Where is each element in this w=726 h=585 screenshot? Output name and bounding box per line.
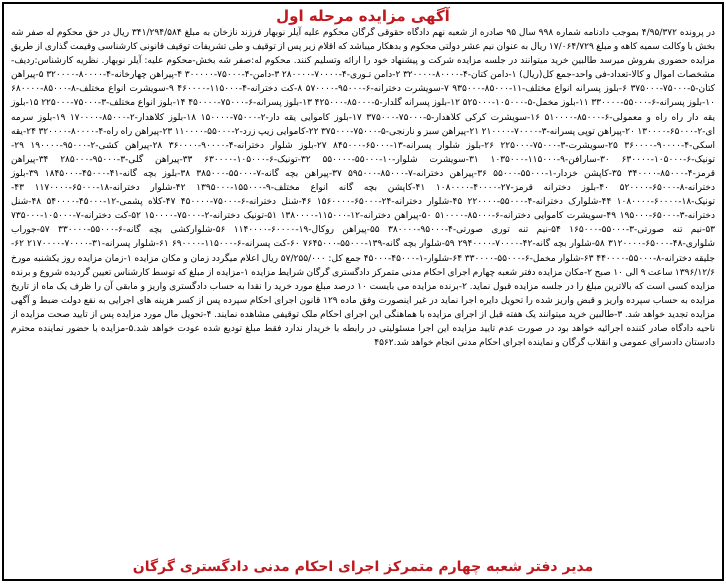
notice-paragraph-intro: در پرونده ۴/۹۵/۳۷۲ بموجب دادنامه شماره ۹۹۸ سال ۹۵ صادره از شعبه نهم دادگاه حقوقی گرگان محکوم علیه آیلر نوبهار فرزند نازخان به مبلغ ۳۴۱/۲۹۴/۵۸۴ ریال در حق محکوم له صفر شه بخش با وکالت سمیه کاهه و مبلغ ۱۷/۰۶۴/۷۲۹ ریال به عنوان نیم عشر دولتی محکوم و بدهکار میباشد که اقلام زیر پس از توقیف و طی تشریفات توقیف قانونی کارشناسی وقیمت گذاری از طریق مزایده حضوری بفروش میرسد طالبین خرید میتوانند در جلسه مزایده شرکت و پیشنهاد خود را ارائه وتسلیم کنند. محکوم له:صفر شه بخش-محکوم علیه: آیلر نوبهار. نظریه کارشناس:ردیف-مشخصات اموال و کالا-تعداد-فی واحد-جمع کل(ریال) xyxy=(11,28,716,81)
auction-notice xyxy=(2,2,724,581)
notice-paragraph-conditions: ۱-زمان مزایده روز یکشنبه مورخ ۱۳۹۶/۱۲/۶ ساعت ۹ الی ۱۰ صبح ۲-مکان مزایده دفتر شعبه چهارم اجرای احکام مدنی متمرکز دادگستری گرگان شرایط مزایده ۱-مزایده از مبلغ که توسط کارشناس تعیین گردیده شروع و برنده مزایده کسی است که بالاترین مبلغ را در جلسه مزایده قبول نماید. ۲-برنده مزایده می بایست ۱۰ درصد مبلغ مورد خرید را نقدا به حساب دادگستری واریز و مابقی آن را ظرف یک ماه از تاریخ مزایده به حساب سپرده واریز و قبض واریز شده را تحویل دایره اجرا نماید در غیر اینصورت وفق ماده ۱۲۹ قانون اجرای احکام سپرده پس از کسر هزینه های اجرایی به نفع دولت ضبط و آگهی مزایده تجدید خواهد شد. ۳-طالبین خرید میتوانند یک هفته قبل از اجرای مزایده با هماهنگی این اجرای احکام ملک توقیفی مشاهده نمایند. ۴-تحویل مال مورد مزایده پس از تایید صحت مزایده از ناحیه دادگاه صادر کننده اجرائیه خواهد بود در صورت عدم تایید مزایده این اجرا مسئولیتی در رابطه با خریدار ندارد فقط مبلغ تودیع شده عودت خواهد شد.۵-مزایده با حضور نماینده محترم دادستان دادسرای عمومی و انقلاب گرگان و نماینده اجرای احکام مدنی انجام خواهد شد.۴۵۶۲ xyxy=(11,253,716,349)
notice-footer: مدیر دفتر شعبه چهارم متمرکز اجرای احکام مدنی دادگستری گرگان xyxy=(132,559,594,575)
notice-title: آگهی مزایده مرحله اول xyxy=(276,7,450,25)
notice-paragraph-items: ۱-دامن کتان-۴-۸۰۰۰۰-۳۲۰۰۰۰ ۲-دامن تـوری-۴-۷۰۰۰۰-۲۸۰۰۰۰ ۳-دامن-۴-۷۵۰۰۰-۳۰۰۰۰۰ ۴-پیراهن چهارخانه-۴-۸۰۰۰۰-۳۲۰۰۰۰ ۵-پیراهن کتان-۵-۷۵۰۰۰-۳۷۵۰۰۰ ۶-بلوز پسرانه انواع مختلف-۱۱-۸۵۰۰۰-۹۳۵۰۰۰ ۷-سویشرت دخترانه-۶-۹۵۰۰۰-۵۷۰۰۰۰ ۸-کت دخترانه-۴-۱۱۵۰۰۰-۴۶۰۰۰۰ ۹-سویشرت انواع مختلف-۸-۸۵۰۰۰-۶۸۰۰۰۰ ۱۰-بلوز پسرانه-۶-۵۵۰۰۰-۳۳۰۰۰۰ ۱۱-بلوز مخمل-۵-۱۰۵۰۰۰-۵۲۵۰۰۰ ۱۲-بلوز پسرانه گلدار-۵-۸۵۰۰۰-۴۲۵۰۰۰ ۱۳-بلوز پسرانه-۶-۷۵۰۰۰-۴۵۰۰۰۰ ۱۴-بلوز انواع مختلف-۳-۷۵۰۰۰-۲۲۵۰۰۰ ۱۵-بلوز یقه دار راه راه و معمولی-۶-۸۵۰۰۰-۵۱۰۰۰۰ ۱۶-سویشرت کرکی کلاهدار-۵-۷۵۰۰۰-۳۷۵۰۰۰ ۱۷-بلوز کاموایی یقه دار-۲-۷۵۰۰۰-۱۵۰۰۰۰ ۱۸-بلوز کلاهدار-۲-۸۵۰۰۰-۱۷۰۰۰۰ ۱۹-بلوز سرمه ای-۲-۶۵۰۰۰-۱۳۰۰۰۰ ۲۰-پیراهن توپی پسرانه-۳-۷۰۰۰۰-۲۱۰۰۰۰ ۲۱-پیراهن سبز و نارنجی-۵-۷۵۰۰۰-۳۷۵۰۰۰ ۲۲-کاموایی زیپ زرد-۲-۵۵۰۰۰-۱۱۰۰۰۰ ۲۳-پیراهن راه راه-۴-۸۰۰۰۰-۳۲۰۰۰۰ ۲۴-یقه اسکی-۴-۹۰۰۰۰-۳۶۰۰۰۰ ۲۵-سویشرت-۳-۷۵۰۰۰-۲۲۵۰۰۰ ۲۶-بلوز شلوار پسرانه-۱۳-۶۵۰۰۰-۸۴۵۰۰۰ ۲۷-بلوز شلوار دخترانه-۴-۹۰۰۰۰-۳۶۰۰۰۰ ۲۸-پیراهن کشی-۲-۹۵۰۰۰-۱۹۰۰۰۰ ۲۹-تونیک-۶-۱۰۵۰۰۰-۶۳۰۰۰۰ ۳۰-سارافن-۹-۱۱۵۰۰۰-۱۰۳۵۰۰۰ ۳۱-سویشرت شلوار-۱۰-۵۵۰۰۰-۵۵۰۰۰۰ ۳۲-تونیک-۶-۱۰۵۰۰۰-۶۳۰۰۰۰ ۳۳-پیراهن گلی-۳-۹۵۰۰۰-۲۸۵۰۰۰ ۳۴-پیراهن قرمز-۴-۸۵۰۰۰-۳۴۰۰۰۰ ۳۵-کاپشن خزدار-۱-۵۵۰۰۰-۵۵۰۰۰ ۳۶-پیراهن دخترانه-۷-۸۵۰۰۰-۵۹۵۰۰۰ ۳۷-پیراهن بچه گانه-۷-۵۵۰۰۰-۳۸۵۰۰۰ ۳۸-بلوز بچه گانه-۴۱-۴۵۰۰۰-۱۸۴۵۰۰۰ ۳۹-بلوز دخترانه-۸-۶۵۰۰۰-۵۲۰۰۰۰ ۴۰-بلوز دخترانه قرمز-۲۷-۴۰۰۰۰-۱۰۸۰۰۰۰ ۴۱-کاپشن بچه گانه انواع مختلف-۹-۱۵۵۰۰۰-۱۳۹۵۰۰۰ ۴۲-شلوار دخترانه-۱۸-۶۵۰۰۰-۱۱۷۰۰۰۰ ۴۳-تونیک-۱۸-۶۰۰۰۰-۱۰۸۰۰۰۰ ۴۴-شلوارک دخترانه-۴-۵۵۰۰۰-۲۲۰۰۰۰ ۴۵-شلوار دخترانه-۲۴-۶۵۰۰۰-۱۵۶۰۰۰۰ ۴۶-شنل دخترانه-۶-۷۵۰۰۰-۴۵۰۰۰۰ ۴۷-کلاه پشمی-۱۲-۴۵۰۰۰-۵۴۰۰۰۰ ۴۸-شنل دخترانه-۳-۶۵۰۰۰-۱۹۵۰۰۰ ۴۹-سویشرت کاموایی دخترانه-۶-۸۵۰۰۰-۵۱۰۰۰۰ ۵۰-پیراهن دخترانه-۱۲-۱۱۵۰۰۰-۱۳۸۰۰۰۰ ۵۱-تونیک دخترانه-۲-۷۵۰۰۰-۱۵۰۰۰۰ ۵۲-کت دخترانه-۷-۱۰۵۰۰۰-۷۳۵۰۰۰ ۵۳-نیم تنه صورتی-۳-۵۵۰۰۰-۱۶۵۰۰۰ ۵۴-نیم تنه توری صورتی-۴-۹۵۰۰۰-۳۸۰۰۰۰ ۵۵-پیراهن روکال-۱۹-۶۰۰۰۰-۱۱۴۰۰۰۰ ۵۶-شلوارکشی بچه گانه-۶-۵۵۰۰۰-۳۳۰۰۰۰ ۵۷-جوراب شلواری-۴۸-۶۵۰۰۰-۳۱۲۰۰۰۰ ۵۸-شلوار بچه گانه-۴۲-۷۰۰۰۰-۲۹۴۰۰۰۰ ۵۹-شلوار بچه گانه-۱۳۹-۵۵۰۰۰-۷۶۴۵۰۰۰ ۶۰-کت پسرانه-۶-۱۱۵۰۰۰-۶۹۰۰۰۰ ۶۱-شلوار پسرانه-۳۱-۷۰۰۰۰-۲۱۷۰۰۰۰ ۶۲-جلیقه دخترانه-۸-۵۵۰۰۰-۴۴۰۰۰۰ ۶۳-شلوار مخمل-۶-۵۵۰۰۰-۳۳۰۰۰۰ ۶۴-شلوار-۱-۴۵۰۰۰-۴۵۰۰۰ جمع کل: ۵۷/۲۵۵/۰۰۰ ریال اعلام میگردد زمان و مکان مزایده xyxy=(11,70,716,264)
notice-body xyxy=(11,26,715,350)
